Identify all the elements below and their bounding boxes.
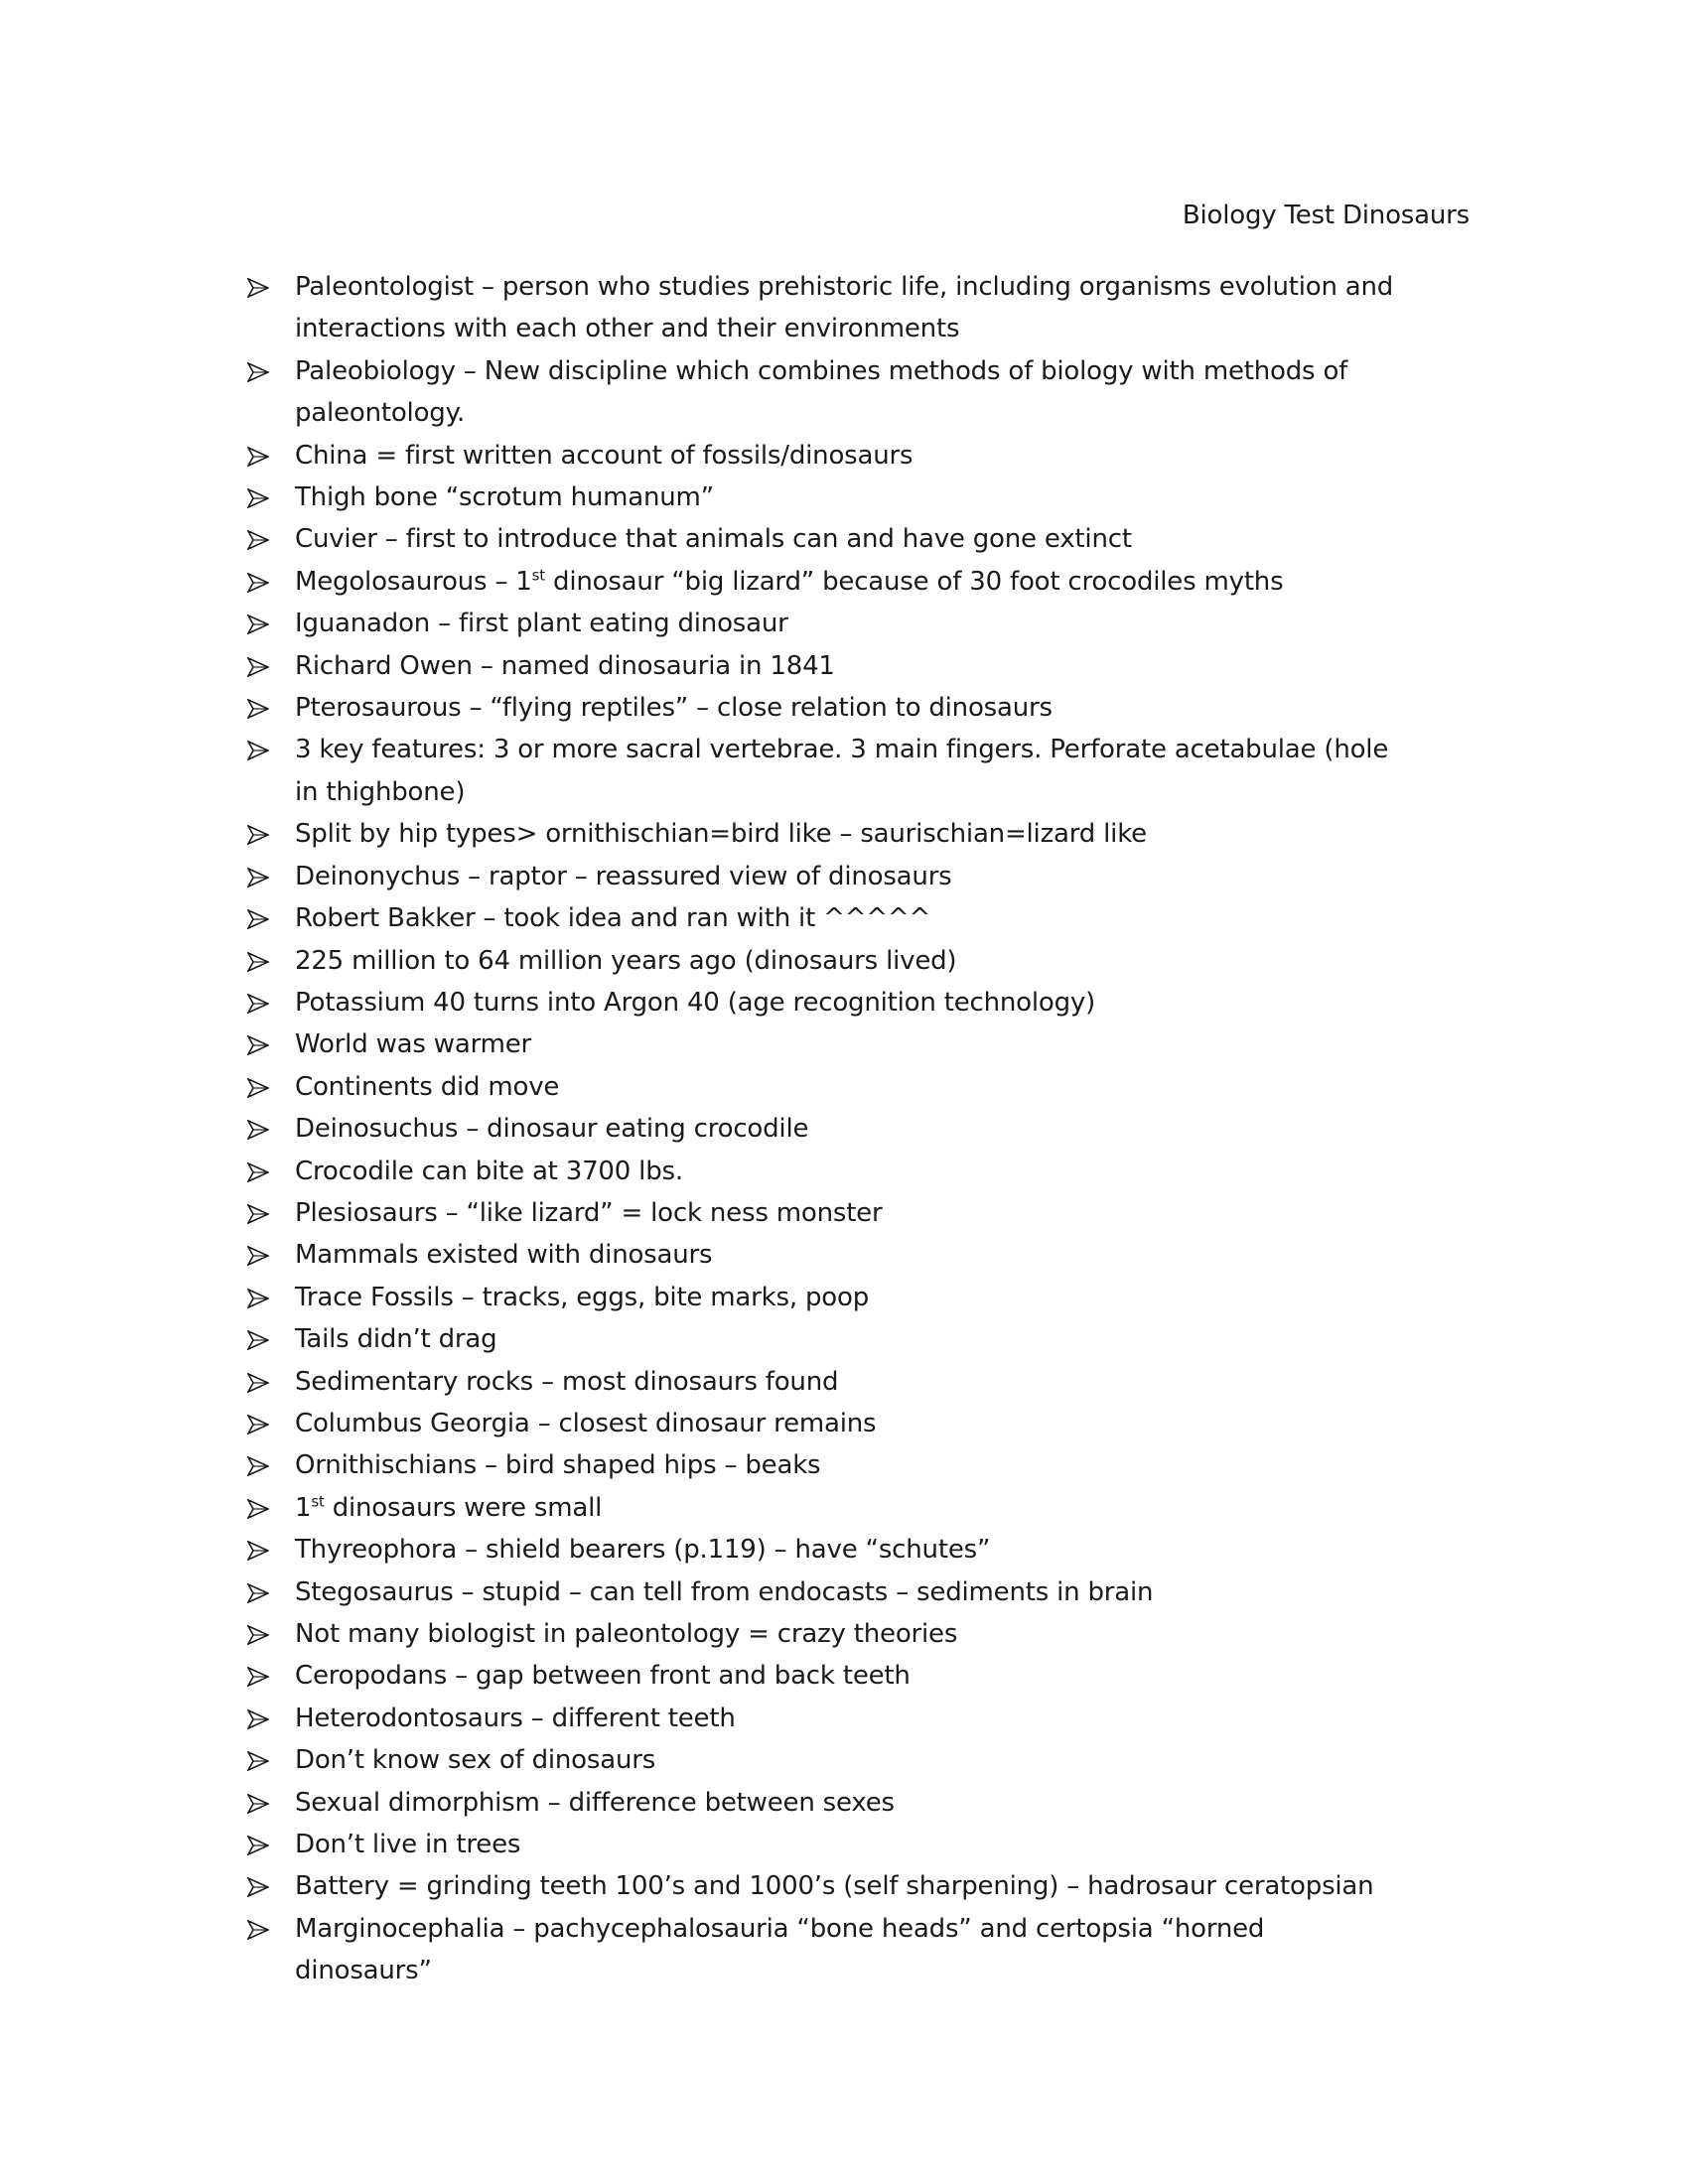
list-item-text: Paleobiology – New discipline which combines methods of biology with methods of paleontology. [295, 355, 1348, 429]
list-item [245, 982, 1407, 1024]
arrowhead-bullet-icon [247, 1373, 269, 1393]
arrowhead-bullet-icon [247, 952, 269, 972]
list-item-text: Don’t live in trees [295, 1830, 521, 1860]
arrowhead-bullet-icon [247, 1920, 269, 1940]
list-item [245, 1824, 1407, 1865]
list-item-text: 225 million to 64 million years ago (dinosaurs lived) [295, 945, 957, 976]
list-item-text: Ceropodans – gap between front and back teeth [295, 1661, 911, 1692]
arrowhead-bullet-icon [247, 530, 269, 550]
list-item [245, 1739, 1407, 1781]
list-item-text: Columbus Georgia – closest dinosaur remains [295, 1408, 877, 1438]
list-item-text: Sexual dimorphism – difference between sexes [295, 1787, 895, 1818]
list-item [245, 561, 1407, 603]
arrowhead-bullet-icon [247, 1246, 269, 1266]
list-item-text: Marginocephalia – pachycephalosauria “bone heads” and certopsia “horned dinosaurs” [295, 1913, 1265, 1986]
list-item [245, 1571, 1407, 1613]
list-item [245, 1529, 1407, 1570]
list-item-text: Deinonychus – raptor – reassured view of dinosaurs [295, 861, 952, 891]
list-item-text-start: Megolosaurous – 1 [295, 566, 532, 597]
arrowhead-bullet-icon [247, 1794, 269, 1814]
arrowhead-bullet-icon [247, 1456, 269, 1476]
list-item [245, 1066, 1407, 1108]
list-item-text: Robert Bakker – took idea and ran with it ^^^^^ [295, 903, 931, 934]
list-item-text: Split by hip types> ornithischian=bird like – saurischian=lizard like [295, 819, 1147, 850]
list-item [245, 1487, 1407, 1529]
list-item [245, 1613, 1407, 1655]
list-item [245, 940, 1407, 982]
list-item-text: Tails didn’t drag [295, 1324, 497, 1355]
list-item [245, 1444, 1407, 1486]
arrowhead-bullet-icon [247, 1499, 269, 1519]
list-item [245, 266, 1407, 350]
list-item-text: Deinosuchus – dinosaur eating crocodile [295, 1114, 809, 1145]
list-item [245, 603, 1407, 644]
list-item-text: China = first written account of fossils/dinosaurs [295, 440, 914, 471]
list-item [245, 1277, 1407, 1318]
list-item-text: Thyreophora – shield bearers (p.119) – have “schutes” [295, 1535, 991, 1566]
list-item-text: Continents did move [295, 1071, 560, 1102]
ordinal-superscript: st [311, 1492, 325, 1511]
arrowhead-bullet-icon [247, 488, 269, 508]
list-item [245, 687, 1407, 729]
list-item-text: Pterosaurous – “flying reptiles” – close relation to dinosaurs [295, 693, 1053, 724]
list-item [245, 1318, 1407, 1360]
list-item [245, 1192, 1407, 1234]
list-item-text: Richard Owen – named dinosauria in 1841 [295, 650, 835, 681]
list-item-text: Don’t know sex of dinosaurs [295, 1745, 656, 1776]
arrowhead-bullet-icon [247, 1751, 269, 1771]
list-item-text: Mammals existed with dinosaurs [295, 1240, 713, 1271]
list-item [245, 1908, 1407, 1992]
arrowhead-bullet-icon [247, 362, 269, 382]
list-item-text: Stegosaurus – stupid – can tell from endocasts – sediments in brain [295, 1576, 1154, 1607]
arrowhead-bullet-icon [247, 1120, 269, 1140]
list-item [245, 1782, 1407, 1824]
list-item [245, 645, 1407, 687]
list-item-text: Potassium 40 turns into Argon 40 (age recognition technology) [295, 987, 1096, 1018]
arrowhead-bullet-icon [247, 909, 269, 929]
list-item [245, 1108, 1407, 1150]
list-item-text: Battery = grinding teeth 100’s and 1000’s (self sharpening) – hadrosaur ceratopsian [295, 1871, 1374, 1902]
arrowhead-bullet-icon [247, 1330, 269, 1350]
list-item-text: Trace Fossils – tracks, eggs, bite marks, poop [295, 1282, 869, 1312]
list-item-text: Iguanadon – first plant eating dinosaur [295, 609, 788, 639]
list-item [245, 1865, 1407, 1907]
list-item-text [295, 1493, 602, 1523]
list-item-text-end: dinosaur “big lizard” because of 30 foot crocodiles myths [544, 566, 1284, 597]
list-item-text: Plesiosaurs – “like lizard” = lock ness monster [295, 1197, 883, 1228]
arrowhead-bullet-icon [247, 1162, 269, 1182]
list-item [245, 1361, 1407, 1403]
arrowhead-bullet-icon [247, 1667, 269, 1687]
list-item-text: Heterodontosaurs – different teeth [295, 1703, 736, 1733]
arrowhead-bullet-icon [247, 1415, 269, 1434]
list-item-text: Cuvier – first to introduce that animals can and have gone extinct [295, 524, 1132, 555]
arrowhead-bullet-icon [247, 657, 269, 677]
list-item [245, 477, 1407, 518]
list-item [245, 1151, 1407, 1192]
list-item [245, 1234, 1407, 1276]
arrowhead-bullet-icon [247, 1541, 269, 1561]
arrowhead-bullet-icon [247, 699, 269, 719]
list-item [245, 1698, 1407, 1739]
list-item [245, 435, 1407, 477]
list-item [245, 1024, 1407, 1065]
list-item-text: 3 key features: 3 or more sacral vertebrae. 3 main fingers. Perforate acetabulae (hole in thighbone) [295, 735, 1389, 807]
list-item [245, 518, 1407, 560]
notes-list [245, 266, 1407, 1992]
list-item [245, 1403, 1407, 1444]
list-item-text: Ornithischians – bird shaped hips – beaks [295, 1450, 821, 1481]
arrowhead-bullet-icon [247, 278, 269, 298]
arrowhead-bullet-icon [247, 1078, 269, 1098]
arrowhead-bullet-icon [247, 1204, 269, 1224]
list-item-text-start: 1 [295, 1492, 312, 1523]
arrowhead-bullet-icon [247, 1289, 269, 1308]
list-item [245, 350, 1407, 435]
list-item-text: Thigh bone “scrotum humanum” [295, 482, 714, 513]
list-item [245, 856, 1407, 897]
arrowhead-bullet-icon [247, 868, 269, 887]
list-item [245, 897, 1407, 939]
arrowhead-bullet-icon [247, 1625, 269, 1645]
list-item-text: Crocodile can bite at 3700 lbs. [295, 1156, 683, 1186]
list-item-text: Sedimentary rocks – most dinosaurs found [295, 1366, 839, 1397]
arrowhead-bullet-icon [247, 447, 269, 467]
ordinal-superscript: st [531, 566, 545, 585]
list-item-text: Not many biologist in paleontology = crazy theories [295, 1619, 958, 1649]
list-item-text: World was warmer [295, 1029, 532, 1060]
arrowhead-bullet-icon [247, 1836, 269, 1855]
list-item [245, 813, 1407, 855]
list-item-text: Paleontologist – person who studies prehistoric life, including organisms evolution and interactions with each other and their environments [295, 272, 1394, 344]
list-item [245, 729, 1407, 813]
list-item-text [295, 567, 1283, 597]
arrowhead-bullet-icon [247, 614, 269, 634]
arrowhead-bullet-icon [247, 1035, 269, 1055]
arrowhead-bullet-icon [247, 741, 269, 760]
arrowhead-bullet-icon [247, 1583, 269, 1603]
arrowhead-bullet-icon [247, 994, 269, 1014]
arrowhead-bullet-icon [247, 1709, 269, 1729]
list-item [245, 1655, 1407, 1697]
arrowhead-bullet-icon [247, 825, 269, 845]
document-title: Biology Test Dinosaurs [1182, 201, 1470, 230]
arrowhead-bullet-icon [247, 1877, 269, 1897]
arrowhead-bullet-icon [247, 573, 269, 593]
list-item-text-end: dinosaurs were small [324, 1492, 603, 1523]
